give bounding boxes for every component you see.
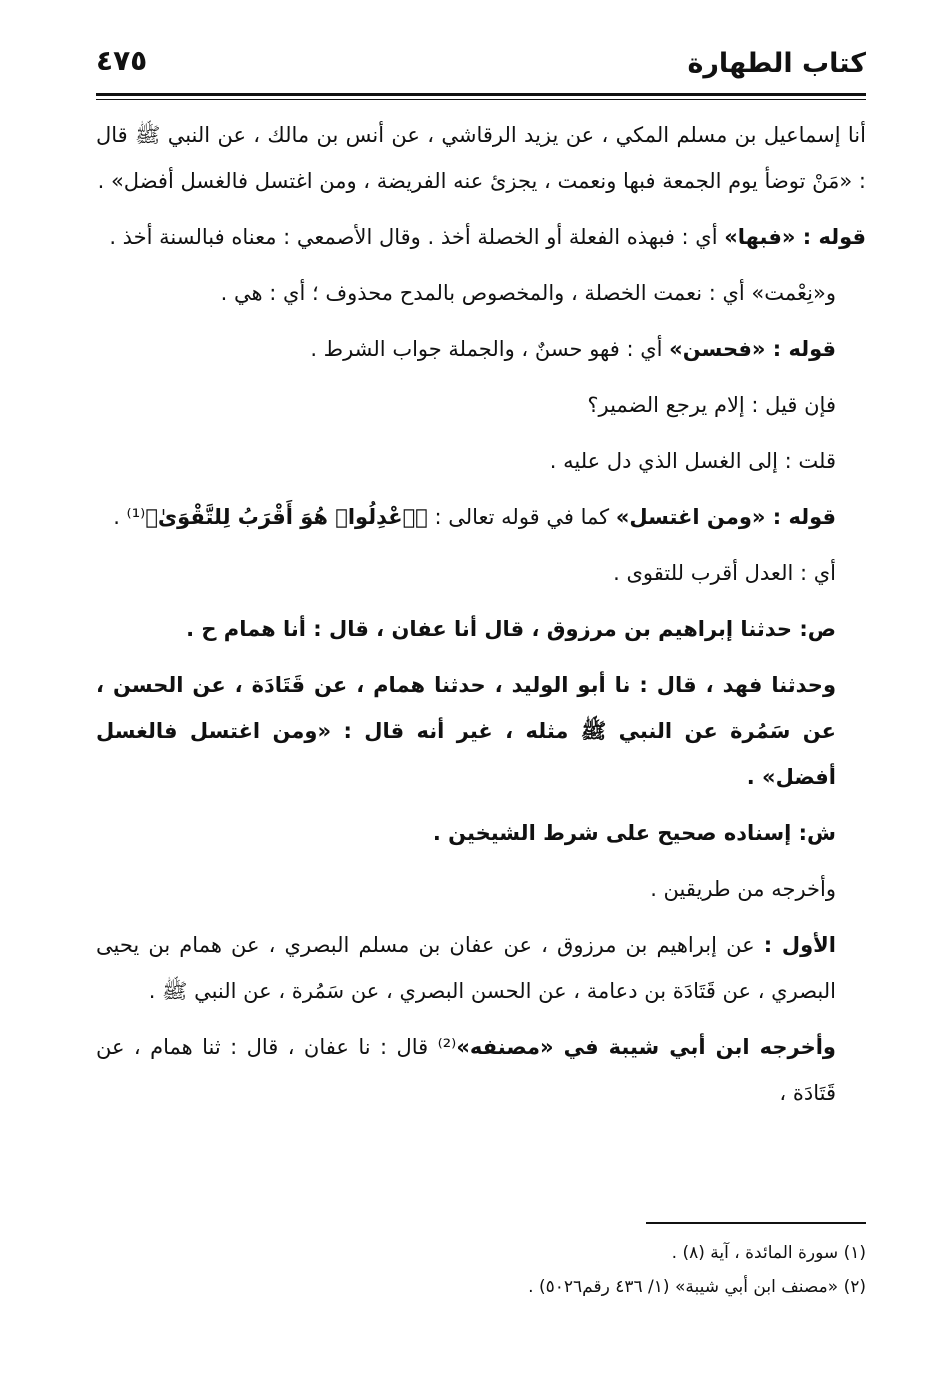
bold-text-segment: الأول : [763,933,836,957]
text-segment: فإن قيل : إلام يرجع الضمير؟ [587,393,836,417]
paragraph [96,270,866,316]
main-text [96,112,866,1126]
paragraph [96,382,866,428]
page-number: ٤٧٥ [96,44,148,77]
text-segment: ⁽¹⁾ . [113,505,146,529]
text-segment: أي : العدل أقرب للتقوى . [613,561,836,585]
bold-text-segment: قوله : «فبها» [724,225,866,249]
bold-text-segment: قوله : «ومن اغتسل» [615,505,836,529]
paragraph [96,326,866,372]
paragraph [96,112,866,204]
text-segment: أنا إسماعيل بن مسلم المكي ، عن يزيد الرقاشي ، عن أنس بن مالك ، عن النبي ﷺ قال : «مَنْ توضأ يوم الجمعة فبها ونعمت ، يجزئ عنه الفريضة ، ومن اغتسل فالغسل أفضل» . [96,123,866,193]
text-segment: أي : فهو حسنٌ ، والجملة جواب الشرط . [310,337,670,361]
paragraph [96,922,866,1014]
paragraph [96,662,866,800]
footnote-separator [646,1222,866,1224]
paragraph [96,866,866,912]
header-rule-thick [96,93,866,96]
bold-text-segment: قوله : «فحسن» [669,337,836,361]
footnote: (٢) «مصنف ابن أبي شيبة» (١/ ٤٣٦ رقم٥٠٢٦) . [528,1277,866,1297]
text-segment: أي : فبهذه الفعلة أو الخصلة أخذ . وقال الأصمعي : معناه فبالسنة أخذ . [109,225,725,249]
footnotes [96,1236,866,1304]
paragraph [96,1024,866,1116]
text-segment: عن إبراهيم بن مرزوق ، عن عفان بن مسلم البصري ، عن همام بن يحيى البصري ، عن قَتَادَة بن دعامة ، عن الحسن البصري ، عن سَمُرة ، عن النبي ﷺ . [96,933,836,1003]
bold-text-segment: وحدثنا فهد ، قال : نا أبو الوليد ، حدثنا همام ، عن قَتَادَة ، عن الحسن ، عن سَمُرة عن النبي ﷺ مثله ، غير أنه قال : «ومن اغتسل فالغسل أفضل» . [96,673,836,789]
paragraph [96,810,866,856]
paragraph [96,494,866,540]
text-segment: وأخرجه من طريقين . [650,877,836,901]
paragraph [96,550,866,596]
text-segment: كما في قوله تعالى : [427,505,616,529]
paragraph [96,438,866,484]
text-segment: ⁽²⁾ قال : نا عفان ، قال : ثنا همام ، عن قَتَادَة ، [96,1035,836,1105]
text-segment: و«نِعْمت» أي : نعمت الخصلة ، والمخصوص بالمدح محذوف ؛ أي : هي . [220,281,836,305]
text-segment: قلت : إلى الغسل الذي دل عليه . [549,449,836,473]
paragraph [96,606,866,652]
footnote: (١) سورة المائدة ، آية (٨) . [671,1243,866,1263]
running-title: كتاب الطهارة [687,48,866,79]
paragraph [96,214,866,260]
header-rule-thin [96,99,866,100]
bold-text-segment: وأخرجه ابن أبي شيبة في «مصنفه» [456,1035,836,1059]
bold-text-segment: ص: حدثنا إبراهيم بن مرزوق ، قال أنا عفان ، قال : أنا همام ح . [186,617,836,641]
bold-text-segment: ﴿ٱعْدِلُوا۟ هُوَ أَقْرَبُ لِلتَّقْوَىٰ﴾ [145,505,428,529]
bold-text-segment: ش: إسناده صحيح على شرط الشيخين . [432,821,836,845]
